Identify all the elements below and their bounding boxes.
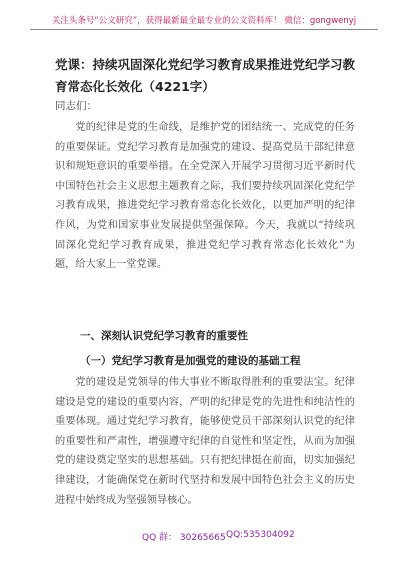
- paragraph-body: 党的建设是党领导的伟大事业不断取得胜利的重要法宝。纪律建设是党的建设的重要内容，严明的纪律是党的先进性和纯洁性的重要体现。通过党纪学习教育，能够使党员干部深刻认识党的纪律的重要性和严肃性，增强遵守纪律的自觉性和坚定性，从而为加强党的建设奠定坚实的思想基础。只有把纪律挺在前面，切实加强纪律建设，才能确保党在新时代坚持和发展中国特色社会主义的历史进程中始终成为坚强领导核心。: [55, 377, 355, 506]
- document-title: 党课：持续巩固深化党纪学习教育成果推进党纪学习教育常态化长效化（4221字）: [55, 57, 356, 94]
- paragraph-intro: 党的纪律是党的生命线，是维护党的团结统一、完成党的任务的重要保证。党纪学习教育是加强党的建设、提高党员干部纪律意识和规矩意识的重要举措。在全党深入开展学习贯彻习近平新时代中国特色社会主义思想主题教育之际，我们要持续巩固深化党纪学习教育成果，推进党纪学习教育常态化长效化，以更加严明的纪律作风，为党和国家事业发展提供坚强保障。今天，我就以“持续巩固深化党纪学习教育成果，推进党纪学习教育常态化长效化”为题，给大家上一堂党课。: [55, 122, 355, 271]
- salutation: 同志们：: [55, 100, 97, 112]
- header-note: 关注头条号“公文研究”，获得最新最全最专业的公文资料库！ 微信：gongwenyj: [51, 16, 357, 26]
- subsection-heading: （一）党纪学习教育是加强党的建设的基础工程: [80, 355, 301, 367]
- header-divider: [30, 29, 378, 30]
- footer-qq-contact: QQ:535304092: [226, 530, 295, 540]
- section-heading: 一、深刻认识党纪学习教育的重要性: [80, 330, 248, 342]
- footer-qq-group: QQ 群： 30265665: [142, 533, 226, 543]
